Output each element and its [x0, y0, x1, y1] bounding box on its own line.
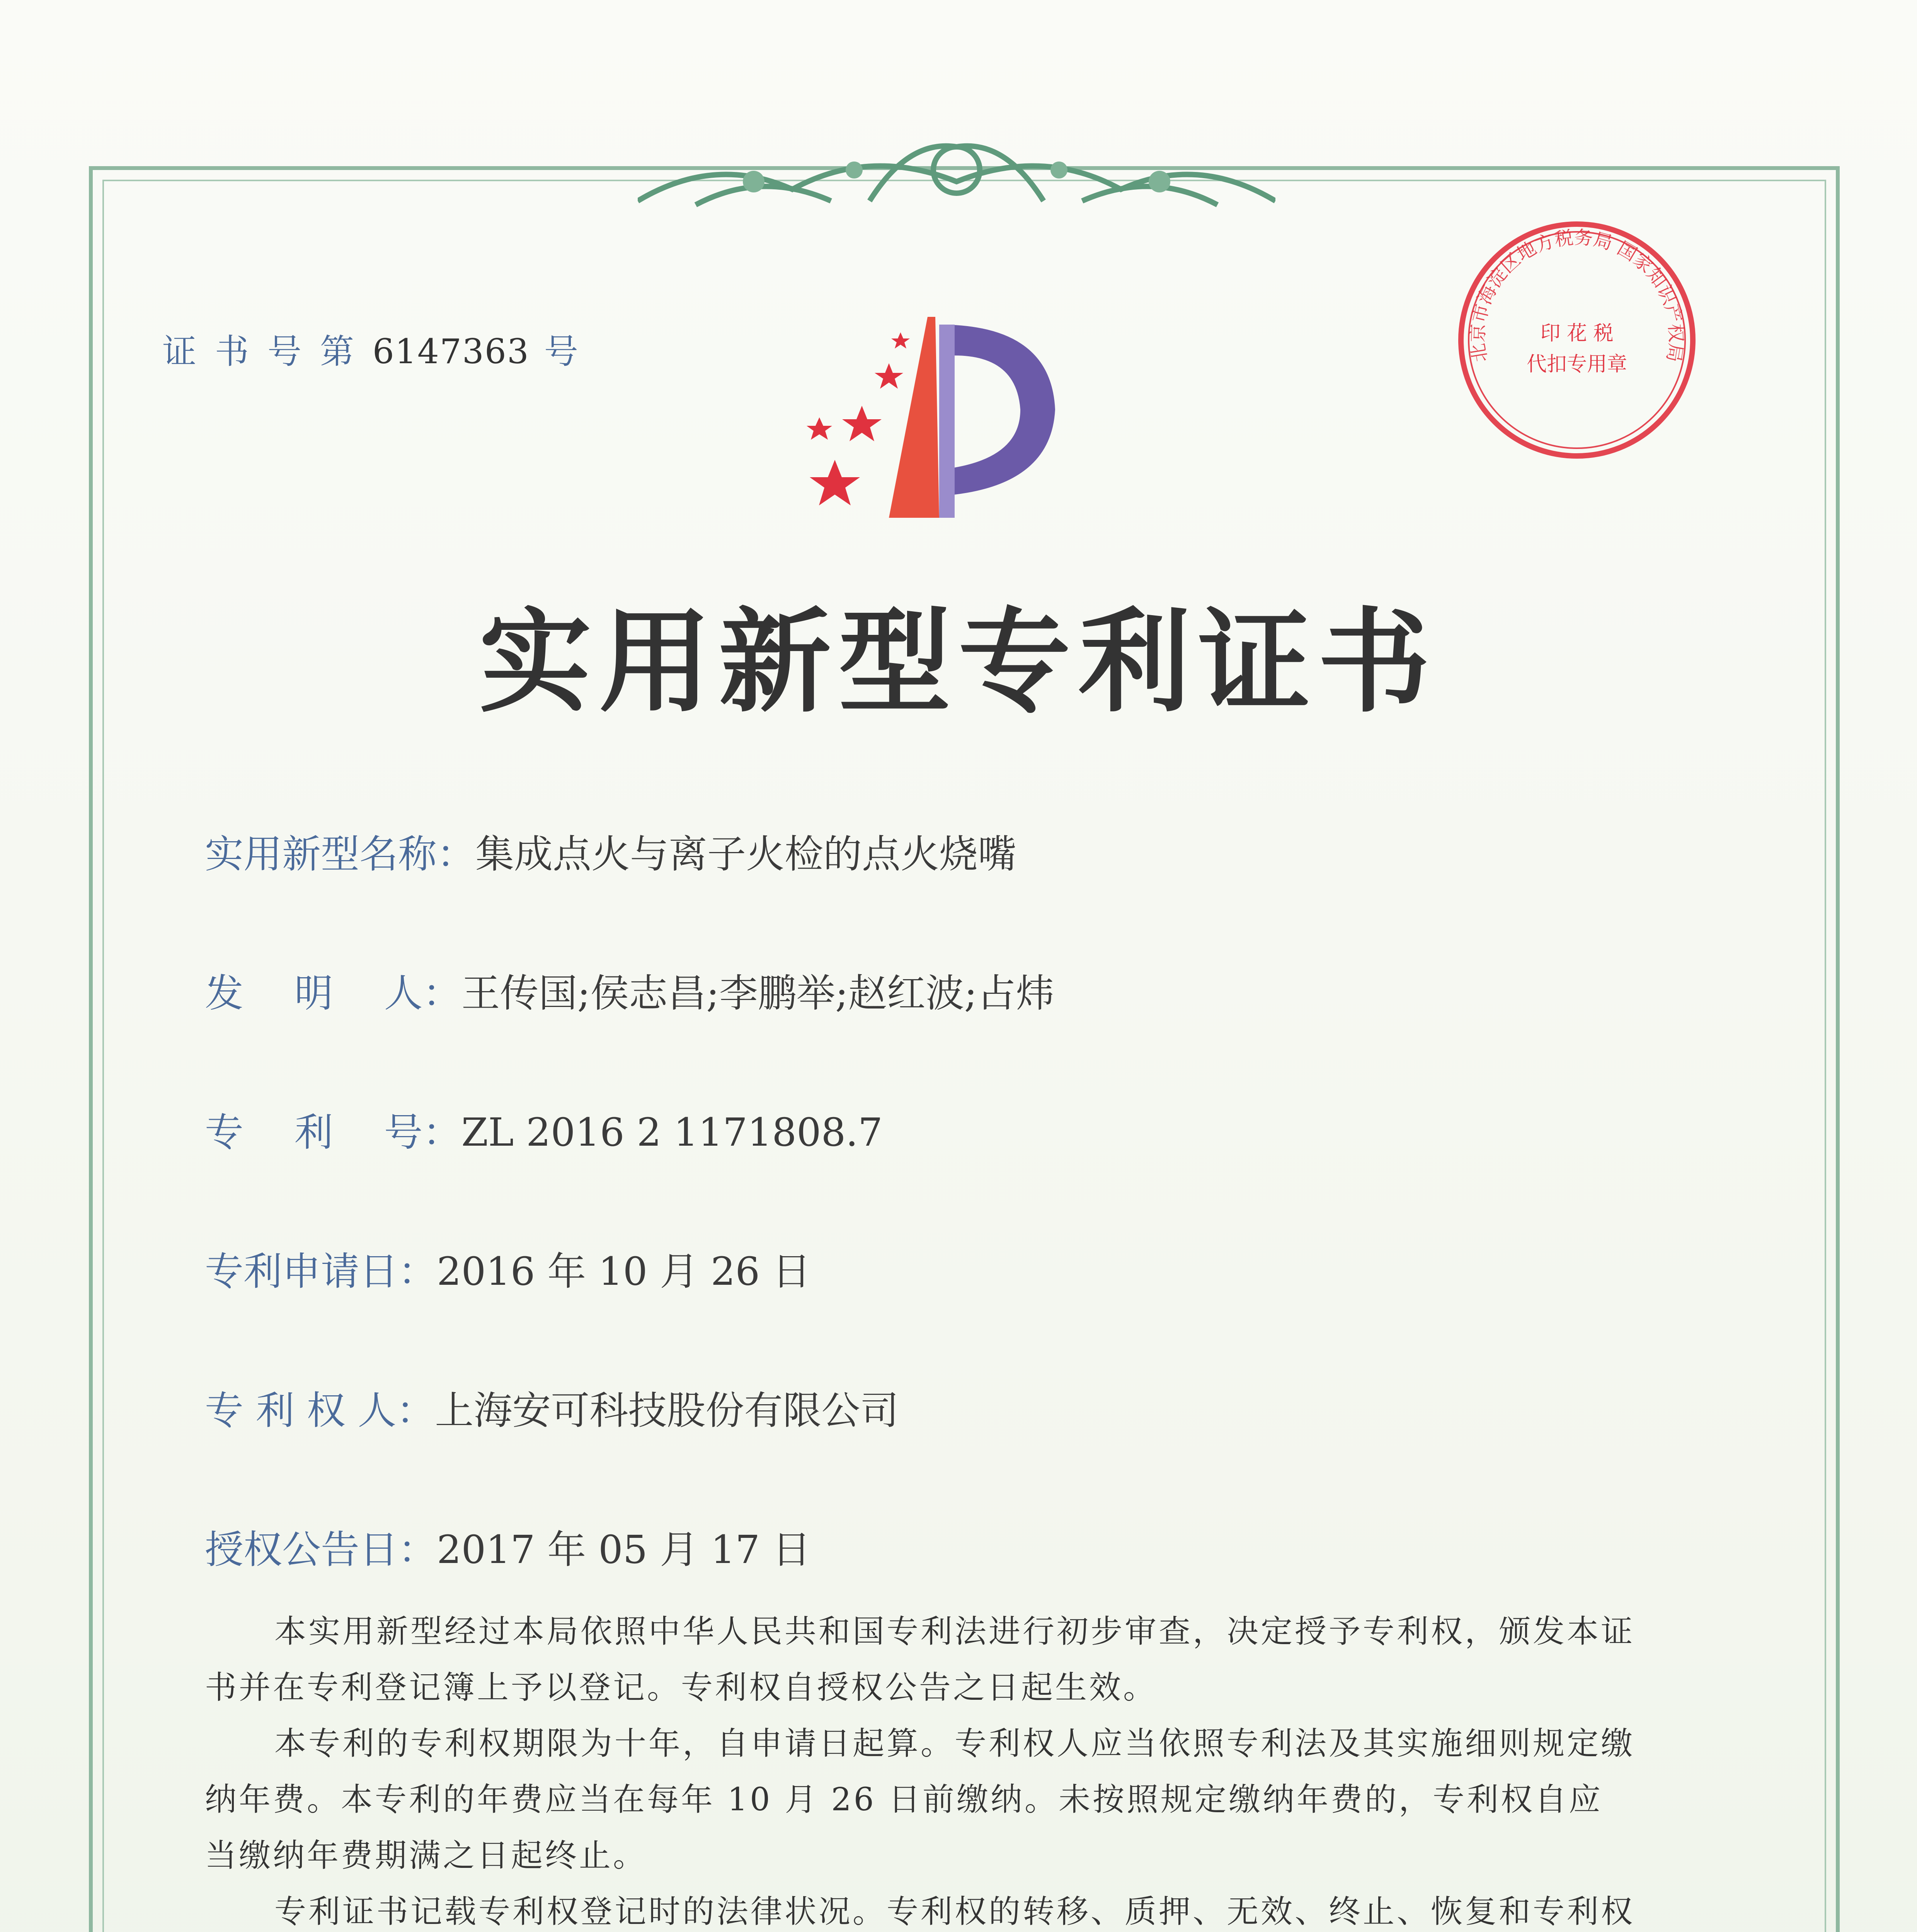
- certificate-title: 实用新型专利证书: [479, 596, 1438, 728]
- field-label: 专利申请日：: [205, 1249, 437, 1294]
- field-application-date: [205, 1240, 811, 1296]
- field-patent-number: [205, 1101, 883, 1157]
- field-value: 2016 年 10 月 26 日: [437, 1249, 811, 1294]
- stamp-center-line1: 印 花 税: [1540, 322, 1614, 345]
- patent-office-logo-icon: [773, 301, 1102, 533]
- field-label: 专 利 权 人：: [205, 1388, 435, 1433]
- body-paragraph: 专利证书记载专利权登记时的法律状况。专利权的转移、质押、无效、终止、恢复和专利权: [274, 1893, 1635, 1930]
- field-label: 授权公告日：: [205, 1527, 437, 1572]
- tax-stamp-icon: [1453, 216, 1701, 464]
- certificate-number: [162, 325, 582, 373]
- body-paragraph: 本实用新型经过本局依照中华人民共和国专利法进行初步审查，决定授予专利权，颁发本证书并在专利登记簿上予以登记。专利权自授权公告之日起生效。: [205, 1613, 1635, 1706]
- field-patentee: [205, 1379, 899, 1435]
- body-paragraph: 本专利的专利权期限为十年，自申请日起算。专利权人应当依照专利法及其实施细则规定缴纳年费。本专利的年费应当在每年 10 月 26 日前缴纳。未按照规定缴纳年费的，专利权自应当缴纳年费期满之日起终止。: [205, 1725, 1635, 1874]
- field-utility-model-name: [205, 823, 1016, 879]
- certificate-body-text: [205, 1604, 1635, 1932]
- certificate-number-value: 6147363: [372, 332, 529, 371]
- field-grant-date: [205, 1519, 811, 1574]
- field-value: 2017 年 05 月 17 日: [437, 1527, 811, 1572]
- certificate-number-prefix: 证 书 号 第: [162, 332, 358, 371]
- field-value: 上海安可科技股份有限公司: [435, 1388, 899, 1433]
- field-label: 专 利 号：: [205, 1110, 461, 1155]
- field-label: 发 明 人：: [205, 971, 461, 1016]
- certificate-number-suffix: 号: [544, 332, 582, 371]
- field-value: ZL 2016 2 1171808.7: [461, 1110, 883, 1155]
- field-inventors: [205, 962, 1054, 1018]
- stamp-center-line2: 代扣专用章: [1526, 353, 1628, 376]
- stamp-ring-text: 北京市海淀区地方税务局 国家知识产权局: [1467, 226, 1687, 364]
- field-label: 实用新型名称：: [205, 832, 475, 877]
- field-value: 王传国;侯志昌;李鹏举;赵红波;占炜: [461, 971, 1055, 1016]
- field-value: 集成点火与离子火检的点火烧嘴: [475, 832, 1016, 877]
- top-ornament-icon: [638, 124, 1275, 224]
